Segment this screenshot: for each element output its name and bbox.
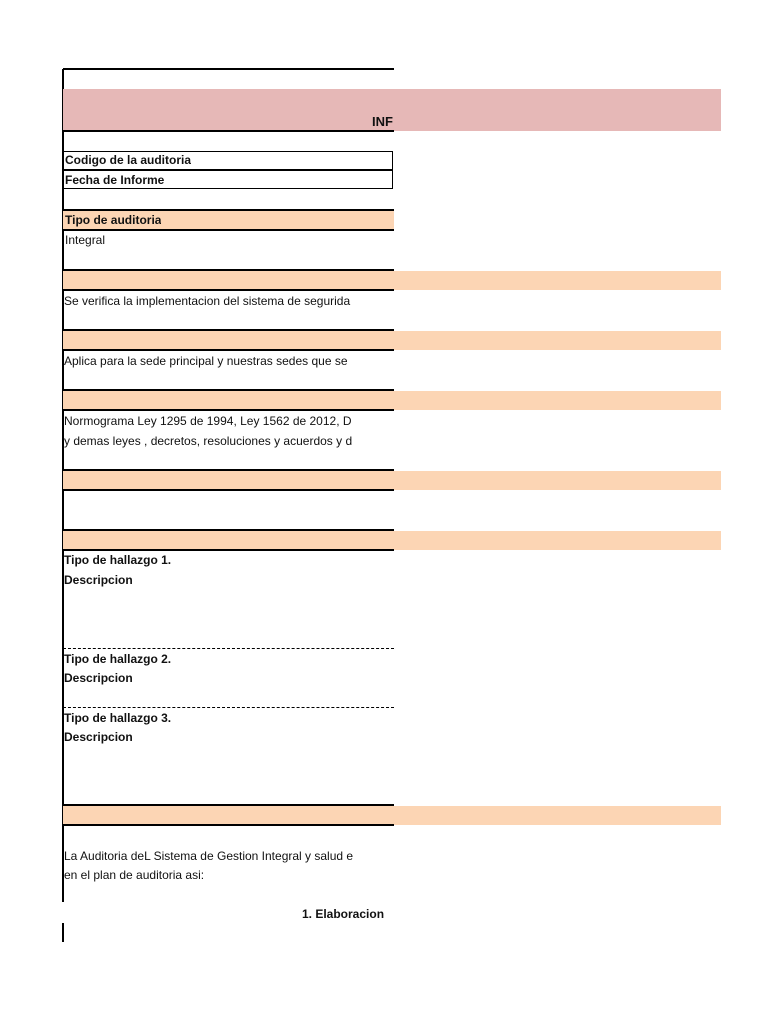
conclusion-bottom-border	[63, 824, 394, 826]
objective-bottom-border	[63, 289, 394, 291]
criteria-bottom-border	[63, 409, 394, 411]
section4-band	[63, 471, 721, 490]
section4-bottom-border	[63, 489, 394, 491]
audit-type-label: Tipo de auditoria	[65, 213, 162, 227]
findings-band	[63, 531, 721, 550]
sheet-left-border-stub	[62, 923, 64, 942]
title-band-bottom-border	[63, 130, 394, 132]
finding-1-type: Tipo de hallazgo 1.	[64, 553, 172, 567]
step-1-heading: 1. Elaboracion	[302, 907, 385, 921]
criteria-text-line2: y demas leyes , decretos, resoluciones y acuerdos y d	[64, 434, 353, 448]
finding-2-description: Descripcion	[64, 671, 133, 685]
finding-2-type: Tipo de hallazgo 2.	[64, 652, 172, 666]
conclusion-band	[63, 806, 721, 825]
scope-text: Aplica para la sede principal y nuestras sedes que se	[64, 354, 348, 368]
finding-1-description: Descripcion	[64, 573, 133, 587]
criteria-text-line1: Normograma Ley 1295 de 1994, Ley 1562 de 2012, D	[64, 414, 352, 428]
finding-3-type: Tipo de hallazgo 3.	[64, 711, 172, 725]
scope-bottom-border	[63, 349, 394, 351]
finding-divider-2	[63, 707, 394, 708]
finding-3-description: Descripcion	[64, 730, 133, 744]
finding-divider-1	[63, 648, 394, 649]
top-border	[63, 68, 394, 70]
report-date-label: Fecha de Informe	[65, 173, 165, 187]
findings-bottom-border	[63, 549, 394, 551]
conclusion-text-line2: en el plan de auditoria asi:	[64, 868, 205, 882]
criteria-band	[63, 391, 721, 410]
conclusion-text-line1: La Auditoria deL Sistema de Gestion Integral y salud e	[64, 849, 354, 863]
report-title: INF	[372, 114, 393, 129]
audit-code-label: Codigo de la auditoria	[65, 153, 192, 167]
scope-band	[63, 331, 721, 350]
objective-text: Se verifica la implementacion del sistema de segurida	[64, 294, 351, 308]
audit-type-bottom-border	[63, 229, 394, 231]
objective-band	[63, 271, 721, 290]
audit-type-value: Integral	[65, 233, 106, 247]
